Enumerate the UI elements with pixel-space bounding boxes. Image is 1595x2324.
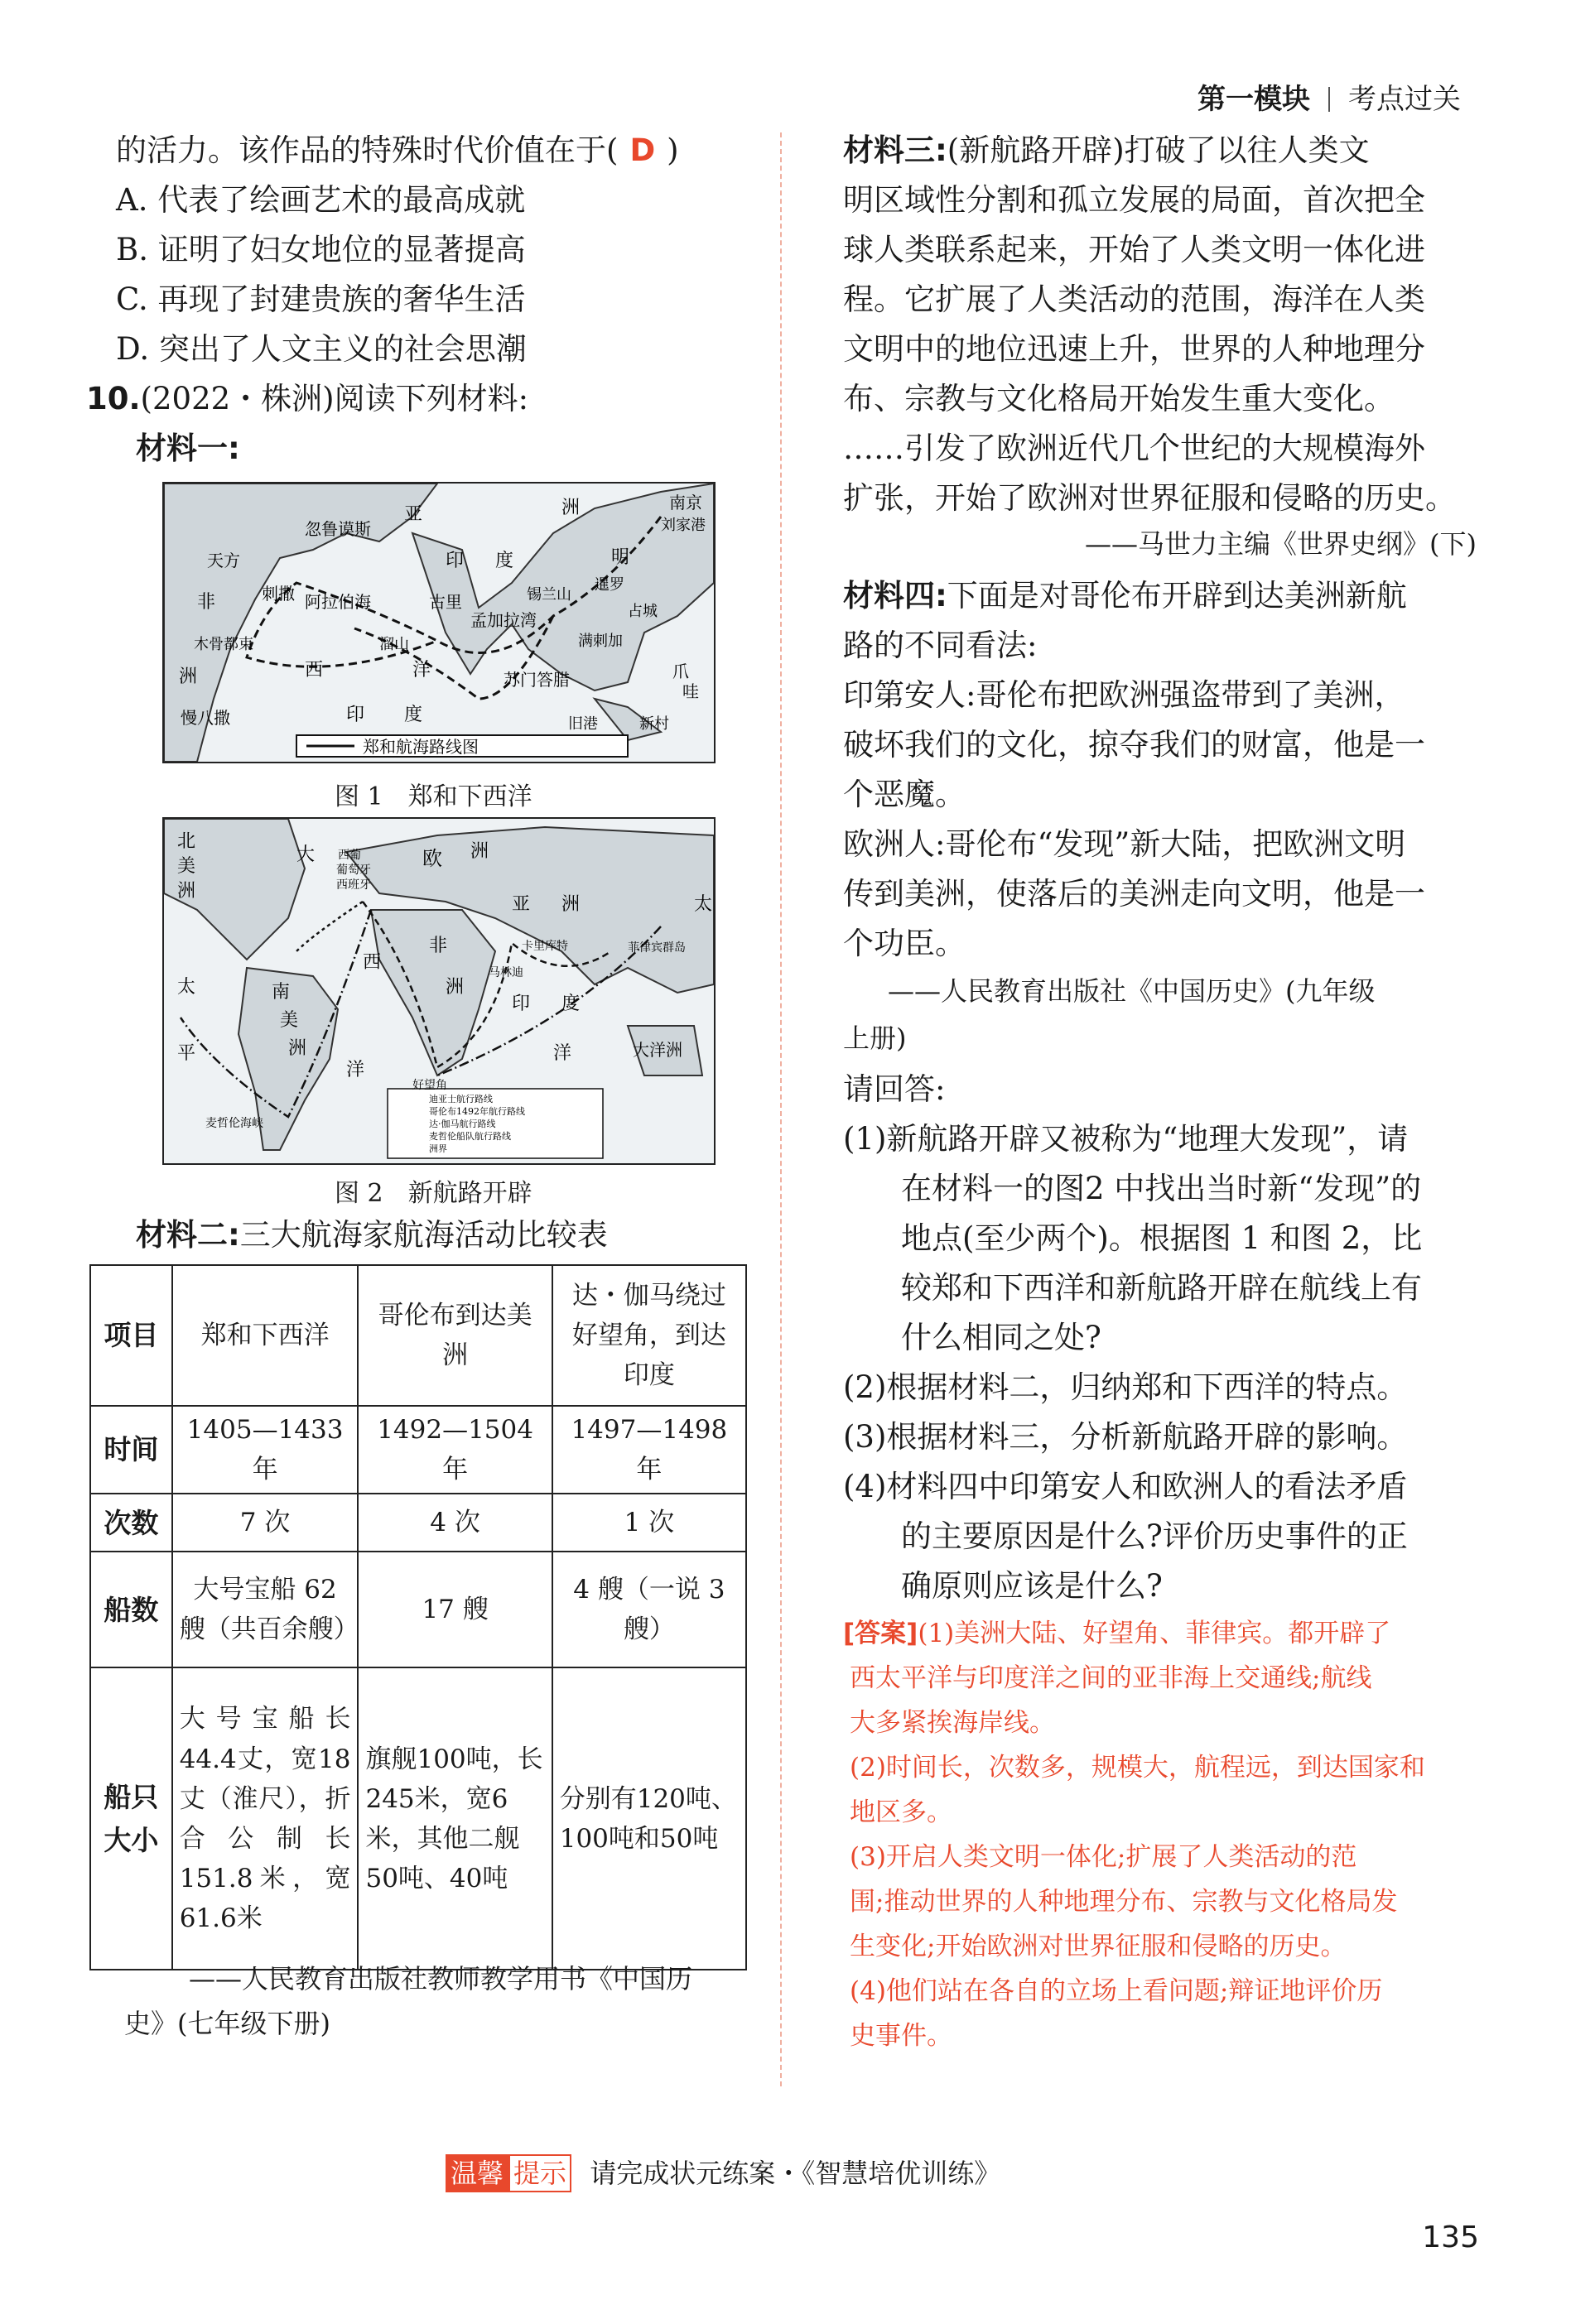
map1-label: 天方 xyxy=(207,551,240,570)
answer-line: 围;推动世界的人种地理分布、宗教与文化格局发 xyxy=(850,1887,1398,1917)
figure-1-caption: 图 1 郑和下西洋 xyxy=(335,782,532,811)
map1-label: 爪 xyxy=(672,662,689,681)
fig2-legend-item: 洲界 xyxy=(429,1143,447,1154)
map2-label: 洋 xyxy=(553,1043,572,1064)
fig2-legend-item: 麦哲伦船队航行路线 xyxy=(429,1131,511,1142)
table-header-cell: 哥伦布到达美洲 xyxy=(358,1265,552,1406)
map1-label: 刘家港 xyxy=(661,517,706,534)
map2-label: 亚 xyxy=(512,894,531,915)
table-header-cell: 项目 xyxy=(90,1265,172,1406)
map1-label: 占城 xyxy=(628,603,658,620)
comparison-table xyxy=(89,1264,747,1970)
material-2-title: 三大航海家航海活动比较表 xyxy=(239,1217,608,1253)
question-line: (1)新航路开辟又被称为“地理大发现”，请 xyxy=(843,1121,1409,1157)
material-4-line: 个功臣。 xyxy=(843,926,966,961)
option-b: B. 证明了妇女地位的显著提高 xyxy=(116,232,526,267)
table-cell: 17 艘 xyxy=(358,1552,552,1667)
answer-text: (1)美洲大陆、好望角、菲律宾。都开辟了 xyxy=(918,1619,1391,1648)
material-3-first-line xyxy=(843,132,1370,168)
map1-label: 锡兰山 xyxy=(527,586,571,604)
material-4-label: 材料四: xyxy=(843,578,947,613)
option-d: D. 突出了人文主义的社会思潮 xyxy=(116,331,527,367)
question-line: 确原则应该是什么? xyxy=(901,1568,1163,1604)
figure-2-caption: 图 2 新航路开辟 xyxy=(335,1179,532,1208)
material-4-text: 下面是对哥伦布开辟到达美洲新航 xyxy=(947,578,1407,613)
material-3-line: 文明中的地位迅速上升，世界的人种地理分 xyxy=(843,331,1425,367)
table-cell: 大号宝船长44.4丈，宽18丈（淮尺），折合公制长151.8米，宽61.6米 xyxy=(172,1667,359,1970)
material-3-line: ……引发了欧洲近代几个世纪的大规模海外 xyxy=(843,431,1425,466)
map1-label: 溜山 xyxy=(379,636,409,653)
map2-label: 南 xyxy=(272,982,291,1003)
table-cell: 1497—1498 年 xyxy=(552,1406,746,1494)
map2-label: 马林迪 xyxy=(489,966,523,979)
map1-label: 古里 xyxy=(429,592,462,612)
map1-label: 哇 xyxy=(682,681,699,701)
table-cell: 次数 xyxy=(90,1494,172,1552)
question-line: (2)根据材料二，归纳郑和下西洋的特点。 xyxy=(843,1369,1408,1405)
map1-label: 洋 xyxy=(412,660,431,681)
table-source-line-1: ——人民教育出版社教师教学用书《中国历 xyxy=(189,1963,693,1994)
map1-label: 新村 xyxy=(639,715,669,733)
map1-label: 度 xyxy=(495,551,514,571)
map2-label: 菲律宾群岛 xyxy=(628,941,686,955)
figure-1-svg xyxy=(164,484,714,762)
figure-1-legend: 郑和航海路线图 xyxy=(363,737,479,757)
table-row xyxy=(90,1494,746,1552)
map2-label: 欧 xyxy=(422,847,442,870)
answer-prompt: 请回答: xyxy=(843,1071,946,1107)
map1-label: 满刺加 xyxy=(578,633,623,650)
table-cell: 1 次 xyxy=(552,1494,746,1552)
footer-tag-tip: 提示 xyxy=(508,2154,571,2192)
map1-label: 印 xyxy=(446,551,465,571)
material-4-source-2: 上册) xyxy=(843,1022,907,1054)
map2-label: 麦哲伦海峡 xyxy=(205,1117,263,1130)
map1-label: 南京 xyxy=(669,493,702,512)
map1-label: 明 xyxy=(611,547,630,568)
table-cell: 旗舰100吨，长245米，宽6米，其他二舰50吨、40吨 xyxy=(358,1667,552,1970)
table-row xyxy=(90,1552,746,1667)
map1-label: 西 xyxy=(305,660,324,681)
material-3-line: 程。它扩展了人类活动的范围，海洋在人类 xyxy=(843,281,1425,317)
table-cell: 时间 xyxy=(90,1406,172,1494)
material-3-source: ——马世力主编《世界史纲》(下) xyxy=(1085,528,1477,560)
map2-label: 洲 xyxy=(288,1038,307,1059)
map2-label: 好望角 xyxy=(412,1079,447,1092)
question-line: 地点(至少两个)。根据图 1 和图 2，比 xyxy=(901,1220,1423,1256)
question-10 xyxy=(86,383,528,414)
material-1-label: 材料一: xyxy=(136,431,240,466)
question-answer: D xyxy=(629,132,656,168)
question-line: (4)材料四中印第安人和欧洲人的看法矛盾 xyxy=(843,1469,1408,1504)
map2-label: 洋 xyxy=(346,1060,365,1080)
table-cell: 7 次 xyxy=(172,1494,359,1552)
section-label: 考点过关 xyxy=(1348,83,1461,116)
answer-line: (4)他们站在各自的立场上看问题;辩证地评价历 xyxy=(850,1976,1383,2006)
map1-label: 刺撒 xyxy=(262,584,295,604)
table-cell: 船只大小 xyxy=(90,1667,172,1970)
question-tail xyxy=(116,132,679,168)
figure-2-svg xyxy=(164,819,714,1163)
material-4-first-line xyxy=(843,580,1407,611)
map2-label: 西班牙 xyxy=(336,878,371,892)
material-4-line: 个恶魔。 xyxy=(843,777,966,812)
map2-label: 平 xyxy=(177,1043,196,1064)
question-tail-text: 的活力。该作品的特殊时代价值在于( xyxy=(116,132,619,168)
question-line: 在材料一的图2 中找出当时新“发现”的 xyxy=(901,1171,1422,1206)
answer-line: (2)时间长，次数多，规模大，航程远，到达国家和 xyxy=(850,1753,1425,1783)
table-row xyxy=(90,1265,746,1406)
answer-line: (3)开启人类文明一体化;扩展了人类活动的范 xyxy=(850,1842,1357,1872)
table-cell: 大号宝船 62 艘（共百余艘） xyxy=(172,1552,359,1667)
footer-tag-warm: 温馨 xyxy=(446,2154,508,2192)
map2-label: 非 xyxy=(429,936,448,956)
figure-2-map xyxy=(162,817,716,1165)
material-3-line: 扩张，开始了欧洲对世界征服和侵略的历史。 xyxy=(843,480,1456,516)
map2-label: 太 xyxy=(177,977,196,998)
material-3-line: 球人类联系起来，开始了人类文明一体化进 xyxy=(843,232,1425,267)
material-3-line: 明区域性分割和孤立发展的局面，首次把全 xyxy=(843,182,1425,218)
map1-label: 非 xyxy=(197,592,216,613)
option-c: C. 再现了封建贵族的奢华生活 xyxy=(116,281,526,317)
map2-label: 西 xyxy=(363,952,382,973)
answer-line: 大多紧挨海岸线。 xyxy=(850,1708,1055,1738)
table-cell: 1405—1433 年 xyxy=(172,1406,359,1494)
footer-text: 请完成状元练案・《智慧培优训练》 xyxy=(590,2158,1001,2189)
map2-label: 洲 xyxy=(561,894,581,915)
material-4-line: 破坏我们的文化，掠夺我们的财富，他是一 xyxy=(843,727,1425,763)
question-line: 的主要原因是什么?评价历史事件的正 xyxy=(901,1518,1408,1554)
module-label: 第一模块 xyxy=(1197,83,1310,116)
material-4-line: 欧洲人:哥伦布“发现”新大陆，把欧洲文明 xyxy=(843,826,1406,862)
table-cell: 1492—1504 年 xyxy=(358,1406,552,1494)
material-2-heading xyxy=(136,1217,608,1253)
answer-tag: [答案] xyxy=(843,1619,918,1648)
answer-line-1 xyxy=(843,1621,1390,1647)
table-header-cell: 达・伽马绕过好望角，到达印度 xyxy=(552,1265,746,1406)
answer-line: 生变化;开始欧洲对世界征服和侵略的历史。 xyxy=(850,1932,1347,1961)
figure-1-map xyxy=(162,482,716,763)
table-row xyxy=(90,1667,746,1970)
map2-label: 洲 xyxy=(177,881,196,902)
map2-label: 美 xyxy=(280,1010,299,1031)
answer-line: 西太平洋与印度洋之间的亚非海上交通线;航线 xyxy=(850,1663,1372,1693)
map1-label: 苏门答腊 xyxy=(504,670,570,690)
material-3-label: 材料三: xyxy=(843,132,947,168)
page-number: 135 xyxy=(1422,2221,1479,2254)
material-3-line: 布、宗教与文化格局开始发生重大变化。 xyxy=(843,381,1395,416)
fig2-legend-item: 达·伽马航行路线 xyxy=(429,1119,496,1129)
question-close: ) xyxy=(667,132,679,168)
map1-label: 度 xyxy=(404,705,423,725)
answer-line: 史事件。 xyxy=(850,2021,952,2051)
question-line: 较郑和下西洋和新航路开辟在航线上有 xyxy=(901,1270,1422,1306)
table-cell: 分别有120吨、100吨和50吨 xyxy=(552,1667,746,1970)
question-10-text: (2022・株洲)阅读下列材料: xyxy=(140,381,529,416)
map1-label: 洲 xyxy=(179,666,198,687)
question-line: 什么相同之处? xyxy=(901,1320,1101,1355)
map2-label: 洲 xyxy=(470,841,489,862)
map2-label: 北 xyxy=(177,831,196,852)
material-4-source-1: ——人民教育出版社《中国历史》(九年级 xyxy=(888,975,1376,1007)
map2-label: 大 xyxy=(296,844,316,865)
page-header xyxy=(1197,76,1461,117)
option-a: A. 代表了绘画艺术的最高成就 xyxy=(116,182,526,218)
map2-label: 美 xyxy=(177,856,196,877)
header-separator xyxy=(1328,87,1330,112)
footer-tip xyxy=(446,2153,1000,2191)
map2-label: 大洋洲 xyxy=(633,1040,682,1060)
map1-label: 忽鲁谟斯 xyxy=(305,519,371,539)
map2-label: 度 xyxy=(561,994,581,1014)
material-2-label: 材料二: xyxy=(136,1217,240,1253)
material-4-line: 路的不同看法: xyxy=(843,628,1038,663)
material-3-text: (新航路开辟)打破了以往人类文 xyxy=(947,132,1370,168)
material-4-line: 传到美洲，使落后的美洲走向文明，他是一 xyxy=(843,876,1425,912)
map2-label: 印 xyxy=(512,994,531,1014)
table-header-cell: 郑和下西洋 xyxy=(172,1265,359,1406)
map1-label: 木骨都束 xyxy=(194,636,253,653)
table-cell: 船数 xyxy=(90,1552,172,1667)
map1-label: 洲 xyxy=(561,498,581,518)
map1-label: 孟加拉湾 xyxy=(470,610,537,630)
map1-label: 亚 xyxy=(404,504,423,525)
map2-label: 葡萄牙 xyxy=(336,864,371,877)
table-source-line-2: 史》(七年级下册) xyxy=(124,2008,330,2039)
column-divider xyxy=(780,132,782,2086)
table-cell: 4 次 xyxy=(358,1494,552,1552)
question-line: (3)根据材料三，分析新航路开辟的影响。 xyxy=(843,1419,1408,1455)
question-10-number: 10. xyxy=(86,381,141,416)
table-row xyxy=(90,1406,746,1494)
map1-label: 阿拉伯海 xyxy=(305,592,371,612)
material-4-line: 印第安人:哥伦布把欧洲强盗带到了美洲， xyxy=(843,677,1405,713)
map2-label: 洲 xyxy=(446,977,465,998)
map2-label: 卡里库特 xyxy=(522,940,568,953)
map1-label: 暹罗 xyxy=(595,576,624,594)
map1-label: 印 xyxy=(346,705,365,725)
map2-label: 西葡 xyxy=(338,849,361,862)
map2-label: 太 xyxy=(694,894,713,915)
map1-label: 旧港 xyxy=(568,715,598,733)
fig2-legend-item: 哥伦布1492年航行路线 xyxy=(429,1106,525,1117)
map1-label: 慢八撒 xyxy=(181,708,230,728)
fig2-legend-item: 迪亚士航行路线 xyxy=(429,1094,493,1104)
table-cell: 4 艘（一说 3 艘） xyxy=(552,1552,746,1667)
answer-line: 地区多。 xyxy=(850,1797,952,1827)
